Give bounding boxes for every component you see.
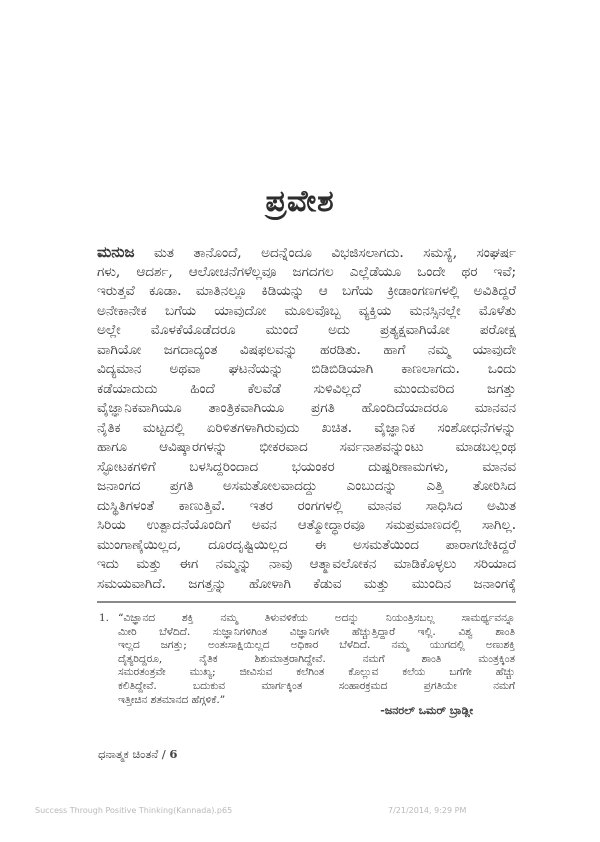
body-paragraph bbox=[97, 243, 516, 594]
body-text-line: ವಾಗಿಯೋ ಜಗದಾದ್ಯಂತ ವಿಷಫಲವನ್ನು ಹರಡಿತು. ಹಾಗೆ ನಮ್ಮ ಯಾವುದೇ bbox=[97, 341, 516, 358]
running-footer bbox=[98, 747, 177, 762]
paragraph-lead-word: ಮನುಜ bbox=[97, 243, 135, 261]
footnote-text-line: ದೈತ್ಯರಿದ್ದರೂ, ನೈತಿಕ ಶಿಶುಮಾತ್ರರಾಗಿದ್ದೇವೆ. ನಮಗೆ ಶಾಂತಿ ಮಂತ್ರಕ್ಕಿಂತ bbox=[118, 652, 515, 665]
body-text-line: ವಿದ್ಯಮಾನ ಅಥವಾ ಘಟನೆಯನ್ನು ಬಿಡಿಬಿಡಿಯಾಗಿ ಕಾಣಲಾಗದು. ಒಂದು bbox=[97, 361, 516, 377]
footnote-text-line: ಕಲಿತಿದ್ದೇವೆ. ಬದುಕುವ ಮಾರ್ಗಕ್ಕಿಂತ ಸಂಹಾರಕ್ರಮದ ಪ್ರಗತಿಯೇ ನಮಗೆ bbox=[118, 679, 515, 692]
body-text-line: ಮುಂಗಾಣ್ಕೆಯಿಲ್ಲದ, ದೂರದೃಷ್ಟಿಯಿಲ್ಲದ ಈ ಅಸಮತೆಯಿಂದ ಪಾರಾಗಬೇಕಿದ್ದರೆ bbox=[97, 536, 516, 553]
footnote-number: 1. bbox=[99, 612, 110, 624]
footnote-text bbox=[118, 612, 515, 707]
file-name-label: Success Through Positive Thinking(Kannada).p65 bbox=[35, 806, 233, 815]
body-text-line: ಜನಾಂಗದ ಪ್ರಗತಿ ಅಸಮತೋಲವಾದದ್ದು ಎಂಬುದನ್ನು ಎತ್ತಿ ತೋರಿಸಿದ bbox=[97, 478, 516, 494]
chapter-title: ಪ್ರವೇಶ bbox=[265, 184, 335, 219]
body-text-line: ಇದು ಮತ್ತು ಈಗ ನಮ್ಮನ್ನು ನಾವು ಆತ್ಮಾವಲೋಕನ ಮಾಡಿಕೊಳ್ಳಲು ಸರಿಯಾದ bbox=[97, 556, 516, 572]
body-text-line bbox=[97, 243, 516, 263]
body-text-line: ಸಿರಿಯ ಉತ್ಪಾದನೆಯೊಂದಿಗೆ ಅವನ ಆತ್ಮೋದ್ಧಾರವೂ ಸಮಪ್ರಮಾಣದಲ್ಲಿ ಸಾಗಿಲ್ಲ. bbox=[97, 517, 516, 533]
body-text-line: ನೈತಿಕ ಮಟ್ಟದಲ್ಲಿ ಏರಿಳಿತಗಳಾಗಿರುವುದು ಖಚಿತ. ವೈಜ್ಞಾನಿಕ ಸಂಶೋಧನೆಗಳನ್ನು bbox=[97, 419, 516, 436]
body-text-line: ಕಡೆಯಾದುದು ಹಿಂದೆ ಕೆಲವೆಡೆ ಸುಳಿವಿಲ್ಲದೆ ಮುಂದುವರಿದ ಜಗತ್ತು bbox=[97, 380, 516, 397]
body-text-line-rest: ಮತ ತಾನೊಂದೆ, ಅದನ್ನೆಂದೂ ವಿಭಜಿಸಲಾಗದು. ಸಮಸ್ಯೆ, ಸಂಘರ್ಷ bbox=[153, 245, 516, 261]
timestamp-label: 7/21/2014, 9:29 PM bbox=[388, 806, 467, 815]
body-text-line: ವೈಜ್ಞಾನಿಕವಾಗಿಯೂ ತಾಂತ್ರಿಕವಾಗಿಯೂ ಪ್ರಗತಿ ಹೊಂದಿದೆಯಾದರೂ ಮಾನವನ bbox=[97, 400, 516, 416]
footnote bbox=[99, 612, 515, 707]
body-text-line: ಸಮಯವಾಗಿದೆ. ಜಗತ್ತನ್ನು ಹೋಳಾಗಿ ಕೆಡುವ ಮತ್ತು ಮುಂದಿನ ಜನಾಂಗಕ್ಕೆ bbox=[97, 575, 516, 592]
footnote-text-line: ಸಮರತಂತ್ರವೇ ಮುಖ್ಯ; ಜೀವಿಸುವ ಕಲೆಗಿಂತ ಕೊಲ್ಲುವ ಕಲೆಯ ಬಗೆಗೇ ಹೆಚ್ಚು bbox=[118, 666, 515, 679]
footnote-text-line: ಇಲ್ಲದ ಜಗತ್ತು; ಅಂತಃಸಾಕ್ಷಿಯಿಲ್ಲದ ಅಧಿಕಾರ ಬೆಳೆದಿದೆ. ನಮ್ಮ ಯುಗದಲ್ಲಿ ಅಣುಶಕ್ತಿ bbox=[118, 639, 515, 652]
body-text-line: ಇರುತ್ತವೆ ಕೂಡಾ. ಮಾತಿನಲ್ಲೂ ಕಿಡಿಯನ್ನು ಆ ಬಗೆಯ ಕ್ರೀಡಾಂಗಣಗಳಲ್ಲಿ ಅವಿತಿದ್ದರೆ bbox=[97, 283, 516, 299]
body-text-line: ಅನೇಕಾನೇಕ ಬಗೆಯ ಯಾವುದೋ ಮೂಲವೊಬ್ಬ ವ್ಯಕ್ತಿಯ ಮನಸ್ಸಿನಲ್ಲೇ ಮೊಳೆತು bbox=[97, 302, 516, 319]
footnote-text-line: ಇತ್ತೀಚಿನ ಶತಮಾನದ ಹೆಗ್ಗಳಿಕೆ.” bbox=[118, 693, 226, 706]
print-status-bar bbox=[0, 806, 600, 820]
footnote-text-line: “ವಿಜ್ಞಾನದ ಶಕ್ತಿ ನಮ್ಮ ತಿಳುವಳಿಕೆಯ ಅದನ್ನು ನಿಯಂತ್ರಿಸಬಲ್ಲ ಸಾಮರ್ಥ್ಯವನ್ನೂ bbox=[118, 612, 515, 624]
body-text-line: ದುಸ್ಥಿತಿಗಳಂತೆ ಕಾಣುತ್ತಿವೆ. ಇತರ ರಂಗಗಳಲ್ಲಿ ಮಾನವ ಸಾಧಿಸಿದ ಅಮಿತ bbox=[97, 497, 516, 514]
footnote-attribution: -ಜನರಲ್ ಒಮರ್ ಬ್ರಾಡ್ಲೀ bbox=[380, 704, 473, 717]
footer-page-number: 6 bbox=[169, 747, 178, 761]
body-text-line: ಗಳು, ಆದರ್ಶ, ಆಲೋಚನೆಗಳೆಲ್ಲವೂ ಜಗದಗಲ ಎಲ್ಲೆಡೆಯೂ ಒಂದೇ ಥರ ಇವೆ; bbox=[97, 263, 516, 280]
footnote-divider bbox=[97, 601, 516, 603]
body-text-line: ಹಾಗೂ ಆವಿಷ್ಕಾರಗಳನ್ನು ಭೀಕರವಾದ ಸರ್ವನಾಶವನ್ನುಂಟು ಮಾಡಬಲ್ಲಂಥ bbox=[97, 439, 516, 455]
footnote-text-line: ಮೀರಿ ಬೆಳೆದಿದೆ. ಸುಜ್ಞಾನಿಗಳಿಗಿಂತ ವಿಜ್ಞಾನಿಗಳೇ ಹೆಚ್ಚುತ್ತಿದ್ದಾರೆ ಇಲ್ಲಿ. ವಿಶ್ವ ಶಾಂತಿ bbox=[118, 625, 515, 638]
body-text-line: ಸ್ಫೋಟಕಗಳಿಗೆ ಬಳಸಿದ್ದರಿಂದಾದ ಭಯಂಕರ ದುಷ್ಪರಿಣಾಮಗಳು, ಮಾನವ bbox=[97, 458, 516, 475]
footer-book-title: ಧನಾತ್ಮಕ ಚಿಂತನೆ / bbox=[98, 747, 170, 761]
body-text-line: ಅಲ್ಲೇ ಮೊಳಕೆಯೊಡೆದರೂ ಮುಂದೆ ಅದು ಪ್ರತ್ಯಕ್ಷವಾಗಿಯೋ ಪರೋಕ್ಷ bbox=[97, 322, 516, 338]
